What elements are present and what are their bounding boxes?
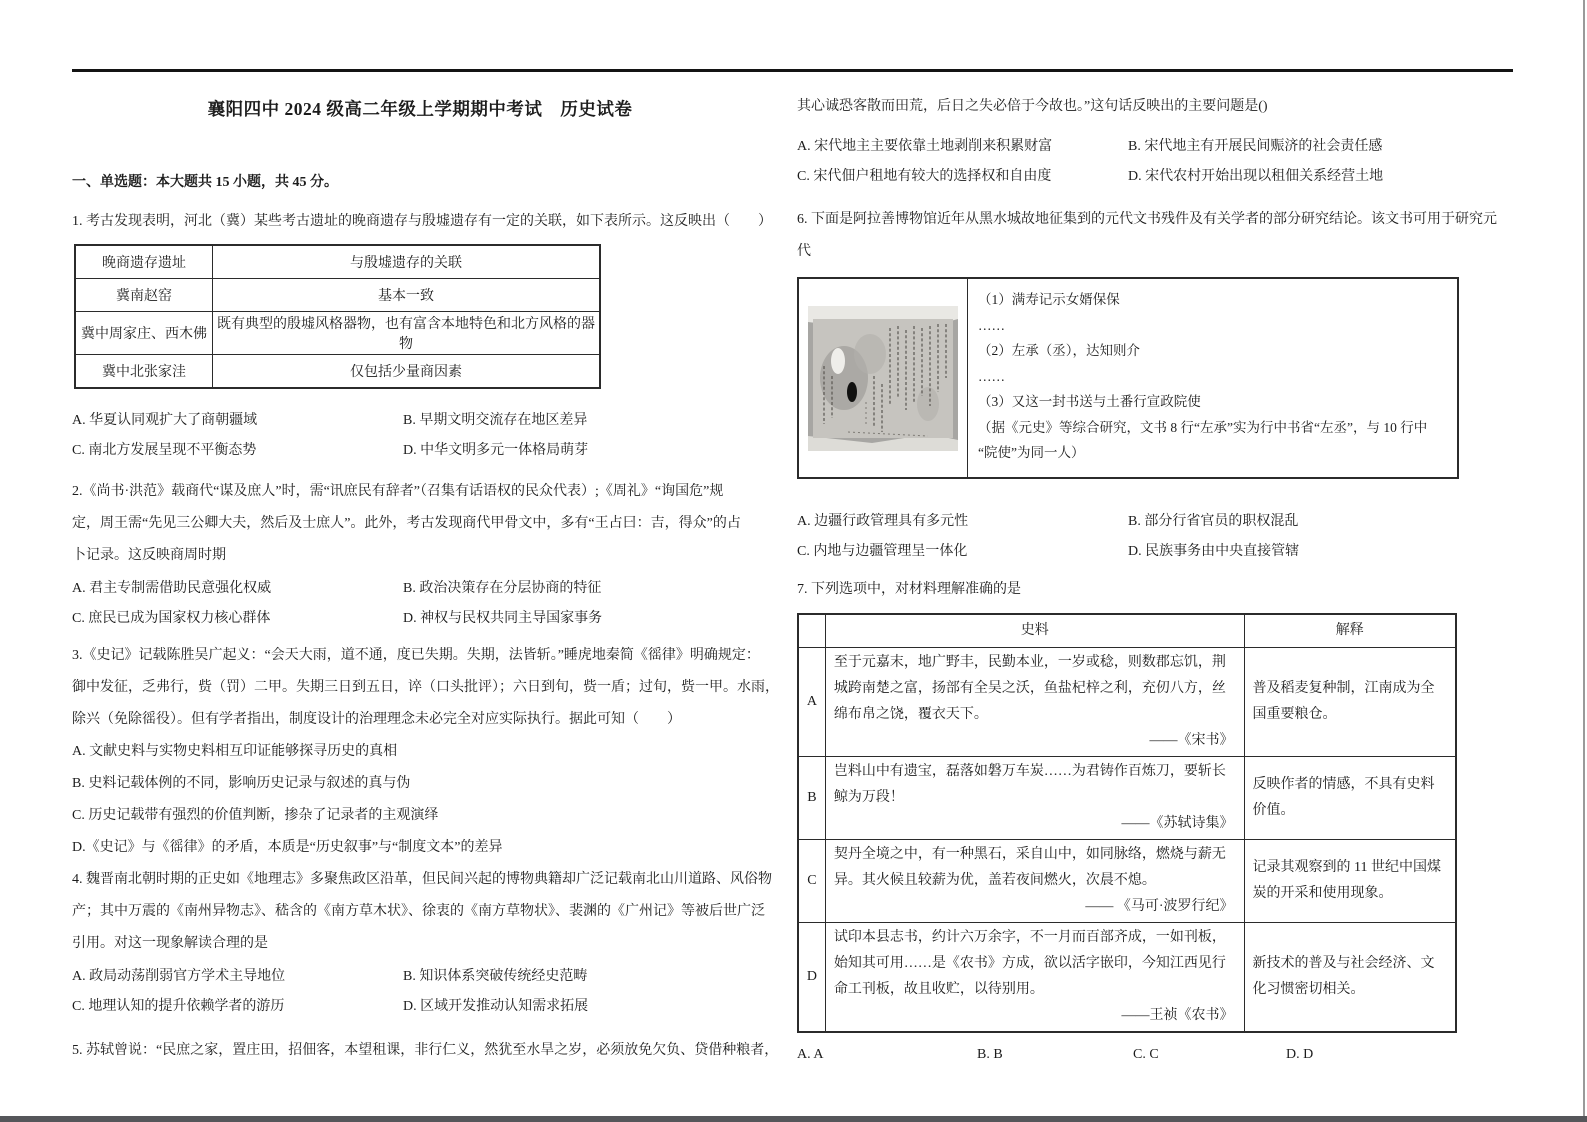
- stem-line: 除兴（免除徭役）。但有学者指出，制度设计的治理理念未必完全对应实际执行。据此可知（ ）: [72, 712, 681, 727]
- row-label: C: [798, 840, 825, 923]
- box-line: （3）又这一封书送与土番行宣政院使: [978, 394, 1201, 409]
- yuan-manuscript-photo-icon: [808, 306, 958, 451]
- stem-line: 代: [797, 244, 811, 259]
- shiliao-cell: [825, 923, 1244, 1033]
- table-cell: 与殷墟遗存的关联: [213, 245, 601, 279]
- option-a: A. 华夏认同观扩大了商朝疆域: [72, 413, 258, 428]
- box-line: “院使”为同一人）: [978, 445, 1085, 460]
- table-cell: 既有典型的殷墟风格器物，也有富含本地特色和北方风格的器物: [213, 312, 601, 355]
- option-b: B. 宋代地主有开展民间赈济的社会责任感: [1128, 139, 1383, 154]
- jieshi-cell: 普及稻麦复种制，江南成为全国重要粮仓。: [1244, 648, 1456, 757]
- box-line: （1）满寿记示女婿保保: [978, 292, 1120, 307]
- option-c: C. C: [1133, 1047, 1159, 1062]
- option-a: A. 君主专制需借助民意强化权威: [72, 581, 272, 596]
- q1-options-cd: [72, 436, 768, 466]
- column-header-jieshi: 解释: [1244, 614, 1456, 648]
- q7-stem: 7. 下列选项中，对材料理解准确的是: [797, 582, 1021, 597]
- option-b: B. 史料记载体例的不同，影响历史记录与叙述的真与伪: [72, 776, 411, 791]
- table-cell: 冀中北张家洼: [75, 355, 213, 389]
- row-label: D: [798, 923, 825, 1033]
- q6-stem: [797, 204, 1504, 268]
- q3-options: [72, 736, 768, 864]
- q1-stem: 1. 考古发现表明，河北（冀）某些考古遗址的晚商遗存与殷墟遗存有一定的关联，如下表所示。这反映出（ ）: [72, 214, 772, 229]
- q7-options: [797, 1041, 1504, 1069]
- option-c: C. 南北方发展呈现不平衡态势: [72, 443, 257, 458]
- q6-box-text: [968, 279, 1457, 477]
- table-cell: 冀中周家庄、西木佛: [75, 312, 213, 355]
- q3-stem: [72, 640, 779, 736]
- table-row: [75, 245, 600, 279]
- q6-source-box: [797, 277, 1459, 479]
- section-heading: 一、单选题：本大题共 15 小题，共 45 分。: [72, 175, 338, 190]
- q2-options-cd: [72, 604, 768, 634]
- table-cell: 基本一致: [213, 279, 601, 312]
- option-c: C. 地理认知的提升依赖学者的游历: [72, 999, 285, 1014]
- q6-options-cd: [797, 537, 1504, 567]
- table-row: [798, 648, 1456, 757]
- page-bottom-edge: [0, 1116, 1587, 1122]
- option-c: C. 宋代佃户租地有较大的选择权和自由度: [797, 169, 1052, 184]
- box-line: （2）左承（丞），达知则介: [978, 343, 1140, 358]
- option-b: B. 早期文明交流存在地区差异: [403, 413, 588, 428]
- shiliao-text: 试印本县志书，约计六万余字，不一月而百部齐成，一如刊板，始知其可用……是《农书》方成，欲以活字嵌印，今知江西见行命工刊板，故且收贮，以待别用。: [833, 930, 1226, 997]
- option-d: D.《史记》与《徭律》的矛盾，本质是“历史叙事”与“制度文本”的差异: [72, 840, 503, 855]
- table-cell: 仅包括少量商因素: [213, 355, 601, 389]
- stem-line: 卜记录。这反映商周时期: [72, 548, 226, 563]
- option-d: D. 宋代农村开始出现以租佃关系经营土地: [1128, 169, 1384, 184]
- option-a: A. 边疆行政管理具有多元性: [797, 514, 969, 529]
- q1-table: [74, 244, 601, 389]
- table-row: [75, 312, 600, 355]
- q5-options-cd: [797, 162, 1504, 192]
- page-right-edge: [1583, 0, 1585, 1122]
- q1-options-ab: [72, 406, 768, 436]
- right-column: [797, 92, 1504, 1062]
- q4-options-cd: [72, 992, 768, 1022]
- option-a: A. 政局动荡削弱官方学术主导地位: [72, 969, 286, 984]
- option-b: B. 知识体系突破传统经史范畴: [403, 969, 588, 984]
- source-citation: ——《苏轼诗集》: [1121, 816, 1234, 831]
- table-row: [798, 923, 1456, 1033]
- option-a: A. A: [797, 1047, 824, 1062]
- shiliao-cell: [825, 757, 1244, 840]
- column-header-shiliao: 史料: [825, 614, 1244, 648]
- option-b: B. 部分行省官员的职权混乱: [1128, 514, 1299, 529]
- table-row: [75, 355, 600, 389]
- source-citation: ——《宋书》: [1149, 733, 1234, 748]
- option-d: D. 神权与民权共同主导国家事务: [403, 611, 603, 626]
- option-b: B. 政治决策存在分层协商的特征: [403, 581, 602, 596]
- left-column: [72, 92, 779, 1058]
- option-d: D. 中华文明多元一体格局萌芽: [403, 443, 589, 458]
- stem-line: 产；其中万震的《南州异物志》、嵇含的《南方草木状》、徐衷的《南方草物状》、裴渊的《广州记》等被后世广泛: [72, 904, 765, 919]
- stem-line: 4. 魏晋南北朝时期的正史如《地理志》多聚焦政区沿革，但民间兴起的博物典籍却广泛记载南北山川道路、风俗物: [72, 872, 772, 887]
- table-row: [75, 279, 600, 312]
- option-a: A. 宋代地主主要依靠土地剥削来积累财富: [797, 139, 1053, 154]
- option-d: D. 区域开发推动认知需求拓展: [403, 999, 589, 1014]
- option-d: D. D: [1286, 1047, 1314, 1062]
- row-label: A: [798, 648, 825, 757]
- table-header-row: [798, 614, 1456, 648]
- stem-line: 6. 下面是阿拉善博物馆近年从黑水城故地征集到的元代文书残件及有关学者的部分研究结论。该文书可用于研究元: [797, 212, 1497, 227]
- q2-stem: [72, 476, 768, 572]
- option-a: A. 文献史料与实物史料相互印证能够探寻历史的真相: [72, 744, 398, 759]
- q5-options-ab: [797, 132, 1504, 162]
- stem-line: 2.《尚书·洪范》载商代“谋及庶人”时，需“讯庶民有辞者”（召集有话语权的民众代表）;《周礼》“询国危”规: [72, 484, 724, 499]
- table-cell: [798, 614, 825, 648]
- shiliao-text: 至于元嘉末，地广野丰，民勤本业，一岁或稔，则数郡忘饥，荆城跨南楚之富，扬部有全吴之沃，鱼盐杞梓之利，充仞八方，丝绵布帛之饶，覆衣天下。: [833, 655, 1226, 722]
- source-citation: —— 《马可·波罗行纪》: [1085, 899, 1234, 914]
- q7-table: [797, 613, 1457, 1033]
- option-c: C. 庶民已成为国家权力核心群体: [72, 611, 271, 626]
- shiliao-cell: [825, 840, 1244, 923]
- box-line: ……: [978, 368, 1005, 384]
- table-cell: 冀南赵窑: [75, 279, 213, 312]
- table-row: [798, 840, 1456, 923]
- stem-line: 御中发征，乏弗行，赀（罚）二甲。失期三日到五日，谇（口头批评）；六日到旬，赀一盾；过旬，赀一甲。水雨，: [72, 680, 779, 695]
- option-d: D. 民族事务由中央直接管辖: [1128, 544, 1300, 559]
- shiliao-text: 契丹全境之中，有一种黑石，采自山中，如同脉络，燃烧与薪无异。其火候且较薪为优，盖若夜间燃火，次晨不熄。: [833, 847, 1226, 888]
- option-c: C. 内地与边疆管理呈一体化: [797, 544, 968, 559]
- box-line: ……: [978, 317, 1005, 333]
- shiliao-text: 岂料山中有遗宝，磊落如磐万车炭……为君铸作百炼刀，要斩长鲸为万段！: [833, 764, 1226, 805]
- jieshi-cell: 反映作者的情感，不具有史料价值。: [1244, 757, 1456, 840]
- option-b: B. B: [977, 1047, 1003, 1062]
- q2-options-ab: [72, 574, 768, 604]
- q6-options-ab: [797, 507, 1504, 537]
- table-cell: 晚商遗存遗址: [75, 245, 213, 279]
- box-line: （据《元史》等综合研究，文书 8 行“左承”实为行中书省“左丞”，与 10 行中: [978, 419, 1428, 435]
- source-citation: ——王祯《农书》: [1121, 1008, 1234, 1023]
- jieshi-cell: 记录其观察到的 11 世纪中国煤炭的开采和使用现象。: [1244, 840, 1456, 923]
- page-title: 襄阳四中 2024 级高二年级上学期期中考试 历史试卷: [207, 99, 633, 119]
- shiliao-cell: [825, 648, 1244, 757]
- document-photo-cell: [799, 279, 968, 477]
- jieshi-cell: 新技术的普及与社会经济、文化习惯密切相关。: [1244, 923, 1456, 1033]
- q5-stem-continued: 其心诚恐客散而田荒，后日之失必倍于今故也。”这句话反映出的主要问题是(): [797, 99, 1268, 114]
- q5-stem: 5. 苏轼曾说：“民庶之家，置庄田，招佃客，本望租课，非行仁义，然犹至水旱之岁，必须放免欠负、贷借种粮者，: [72, 1043, 779, 1058]
- q4-options-ab: [72, 962, 768, 992]
- q4-stem: [72, 864, 772, 960]
- stem-line: 3.《史记》记载陈胜吴广起义：“会天大雨，道不通，度已失期。失期，法皆斩。”睡虎地秦简《徭律》明确规定：: [72, 648, 760, 663]
- option-c: C. 历史记载带有强烈的价值判断，掺杂了记录者的主观演绎: [72, 808, 439, 823]
- stem-line: 定，周王需“先见三公卿大夫，然后及士庶人”。此外，考古发现商代甲骨文中，多有“王占曰：吉，得众”的占: [72, 516, 741, 531]
- row-label: B: [798, 757, 825, 840]
- stem-line: 引用。对这一现象解读合理的是: [72, 936, 268, 951]
- header-rule: [72, 69, 1513, 72]
- table-row: [798, 757, 1456, 840]
